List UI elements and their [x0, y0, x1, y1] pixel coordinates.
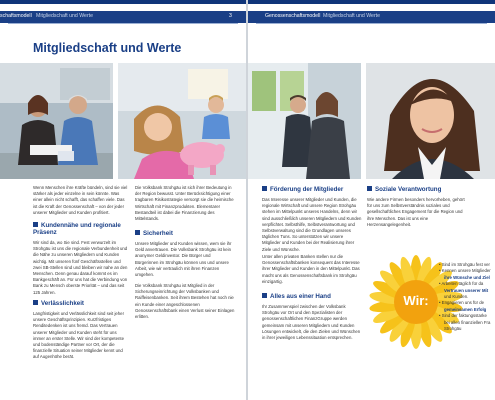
callout-line: [444, 288, 488, 294]
heading-bullet-square-icon: [33, 300, 38, 305]
heading-bullet-square-icon: [135, 230, 140, 235]
running-header: [0, 11, 246, 23]
photo-child-with-piggybank: [118, 63, 246, 179]
intro-paragraph: Wenn Menschen ihre Kräfte bündeln, sind sie viel stärker als jeder einzelne in sein könnte. Was einer allein nicht schafft, das schaffen viele. Das ist die Kraft der Genossenschaft – von der jeder unserer Mitglieder und Kunden profitiert.: [33, 185, 128, 215]
callout-line: [444, 326, 461, 332]
heading-soziale-verantwortung: [367, 186, 441, 193]
callout-line-text: und Kunden.: [444, 294, 469, 299]
photo-advisors-illustration: [248, 63, 361, 179]
heading-alles-aus-einer-hand-text: Alles aus einer Hand: [270, 293, 331, 300]
callout-line: [444, 275, 490, 281]
callout-line: [444, 307, 486, 313]
heading-bullet-square-icon: [33, 222, 38, 227]
header-rule: [256, 23, 487, 24]
heading-bullet-square-icon: [262, 186, 267, 191]
callout-line: [444, 294, 468, 300]
photo-advisors-window: [248, 63, 361, 179]
header-section-label: Genossenschaftsmodell: [265, 13, 321, 19]
soziale-verantwortung-paragraph: Wie andere Firmen besonders hervorheben, gehört für uns zum Selbstverständnis soziales und gesellschaftliches Engagement für die Region und ihre Menschen. Das ist uns eine Herzensangelegenheit.: [367, 197, 465, 227]
callout-line-text: Vertrauen unserer Mit: [444, 287, 489, 293]
heading-alles-aus-einer-hand: [262, 293, 331, 300]
callout-line-text: • Engagieren uns für de: [439, 300, 484, 306]
photo-portrait-illustration: [366, 63, 495, 179]
callout-line: [439, 268, 491, 274]
callout-line: [439, 281, 483, 287]
callout-line-text: gemeinsamen Erfolg: [444, 306, 487, 312]
callout-line: [439, 313, 487, 319]
callout-line-text: Strohgäu: [444, 326, 462, 331]
region-paragraph: Die Volksbank Strohgäu ist sich ihrer Bedeutung in der Region bewusst. Unter Berücksichtigung einer tragbaren Risikostrategie versorgt sie die heimische Wirtschaft mit Finanzprodukten. Elementarer Bestandteil ist dabei die Finanzierung des Mittelstands.: [135, 185, 234, 222]
page-number: 3: [229, 13, 232, 19]
genossenschaftsbanken-paragraph: Unter allen privaten Banken stellen nur die Genossenschaftsbanken konsequent das Interesse ihrer Mitglieder und Kunden in den Mittelpunkt. Das macht uns als Genossenschaftsbank im Strohgäu einzigartig.: [262, 254, 360, 284]
callout-line-text: • Arbeiten täglich für da: [439, 281, 484, 287]
photo-advisor-meeting: [0, 63, 113, 179]
heading-sicherheit-text: Sicherheit: [143, 230, 173, 237]
top-color-bar: [248, 0, 495, 4]
left-page: [0, 0, 246, 400]
heading-kundennaehe-text: Kundennähe und regionale Präsenz: [33, 222, 121, 237]
heading-verlaesslichkeit-text: Verlässlichkeit: [41, 300, 84, 307]
header-rule: [8, 23, 238, 24]
right-page: [248, 0, 495, 400]
header-chapter-label: Mitgliedschaft und Werte: [36, 13, 93, 19]
heading-soziale-verantwortung-text: Soziale Verantwortung: [375, 186, 442, 193]
photo-advisor-meeting-illustration: [0, 63, 113, 179]
kundennaehe-paragraph: Wir sind da, wo Sie sind. Fest verwurzelt im Strohgäu ist uns die regionale Verbundenheit und die Nähe zu unseren Mitgliedern und Kunden wichtig. Mit unseren fünf Geschäftsstellen und zwei SB-Stellen sind und bleiben wir nahe an den Menschen. Denn genau darauf kommt es im Bankgeschäft an. Für uns hat die Verbindung von Bank zu Mensch oberste Priorität – und das seit 125 Jahren.: [33, 240, 128, 295]
heading-sicherheit: [135, 230, 173, 237]
callout-line-text: bei allen finanziellen Fra: [444, 319, 491, 325]
header-chapter-label: Mitgliedschaft und Werte: [323, 13, 380, 19]
callout-line: [444, 320, 490, 326]
callout-line-text: • Kennen unsere Mitglieder: [439, 268, 491, 274]
header-section-label: schaftsmodell: [0, 13, 32, 19]
heading-verlaesslichkeit: [33, 300, 84, 307]
heading-bullet-square-icon: [367, 186, 372, 191]
sicherheit-paragraph: Unsere Mitglieder und Kunden wissen, wem sie ihr Geld anvertrauen. Die Volksbank Strohgäu ist kein anonymer Geldinvestor. Die Bürger und Bürgerinnen im Strohgäu können uns und unsere Arbeit, wie wir vertraulich mit ihren Finanzen umgehen.: [135, 241, 232, 278]
foerderung-paragraph: Das Interesse unserer Mitglieder und Kunden, die regionale Wirtschaft und unsere Region Strohgäu stehen im Mittelpunkt unseres Handelns, denn wir sind ausschließlich unseren Mitgliedern und Kunden verpflichtet. Selbsthilfe, Selbstverantwortung und Selbstverwaltung sind die Grundlagen unseres täglichen Tuns. So unterstützen wir unsere Mitglieder und Kunden bei der Realisierung ihrer Ziele und Wünsche.: [262, 197, 362, 252]
photo-portrait-advisor: [366, 63, 495, 179]
sunflower-label: Wir:: [403, 293, 429, 308]
alles-aus-einer-hand-paragraph: Ihr Zusammenspiel zwischen der Volksbank Strohgäu vor Ort und den Spezialisten der genossenschaftlichen FinanzGruppe werden gemeinsam mit unseren Mitgliedern und Kunden Lösungen entwickelt, die den Zielen und Wünschen in ihrer jeweiligen Lebenssituation entsprechen.: [262, 304, 361, 341]
running-header: [248, 11, 495, 23]
callout-line-text: • Sind der faktungsstarke: [439, 313, 487, 319]
top-color-bar: [0, 0, 246, 4]
callout-line-text: • Sind im Strohgäu fest ver: [439, 262, 490, 267]
photo-child-illustration: [118, 63, 246, 179]
verlaesslichkeit-paragraph: Langfristigkeit und Verlässlichkeit sind seit jeher unsere Geschäftsprinzipien. Kurzfristiges Renditedenken ist uns fremd. Das Vertrauen unserer Mitglieder und Kunden steht für uns immer an erster Stelle. Wir sind der kompetente und bodenständige Partner vor Ort, der die finanzielle Situation seiner Mitglieder kennt und auf Augenhöhe berät.: [33, 311, 124, 360]
callout-line: [439, 300, 484, 306]
sicherungseinrichtung-paragraph: Die Volksbank Strohgäu ist Mitglied in der Sicherungseinrichtung der Volksbanken und Raiffeisenbanken. Seit ihrem Bestehen hat noch nie ein Kunde einer angeschlossenen Genossenschaftsbank einen Verlust seiner Einlagen erlitten.: [135, 283, 235, 320]
callout-line: [439, 262, 490, 268]
heading-bullet-square-icon: [262, 293, 267, 298]
heading-kundennaehe: [33, 222, 129, 236]
heading-foerderung: [262, 186, 343, 193]
heading-foerderung-text: Förderung der Mitglieder: [270, 186, 344, 193]
page-title: Mitgliedschaft und Werte: [33, 41, 182, 55]
callout-line-text: ihre Wünsche und Ziel: [444, 274, 490, 280]
